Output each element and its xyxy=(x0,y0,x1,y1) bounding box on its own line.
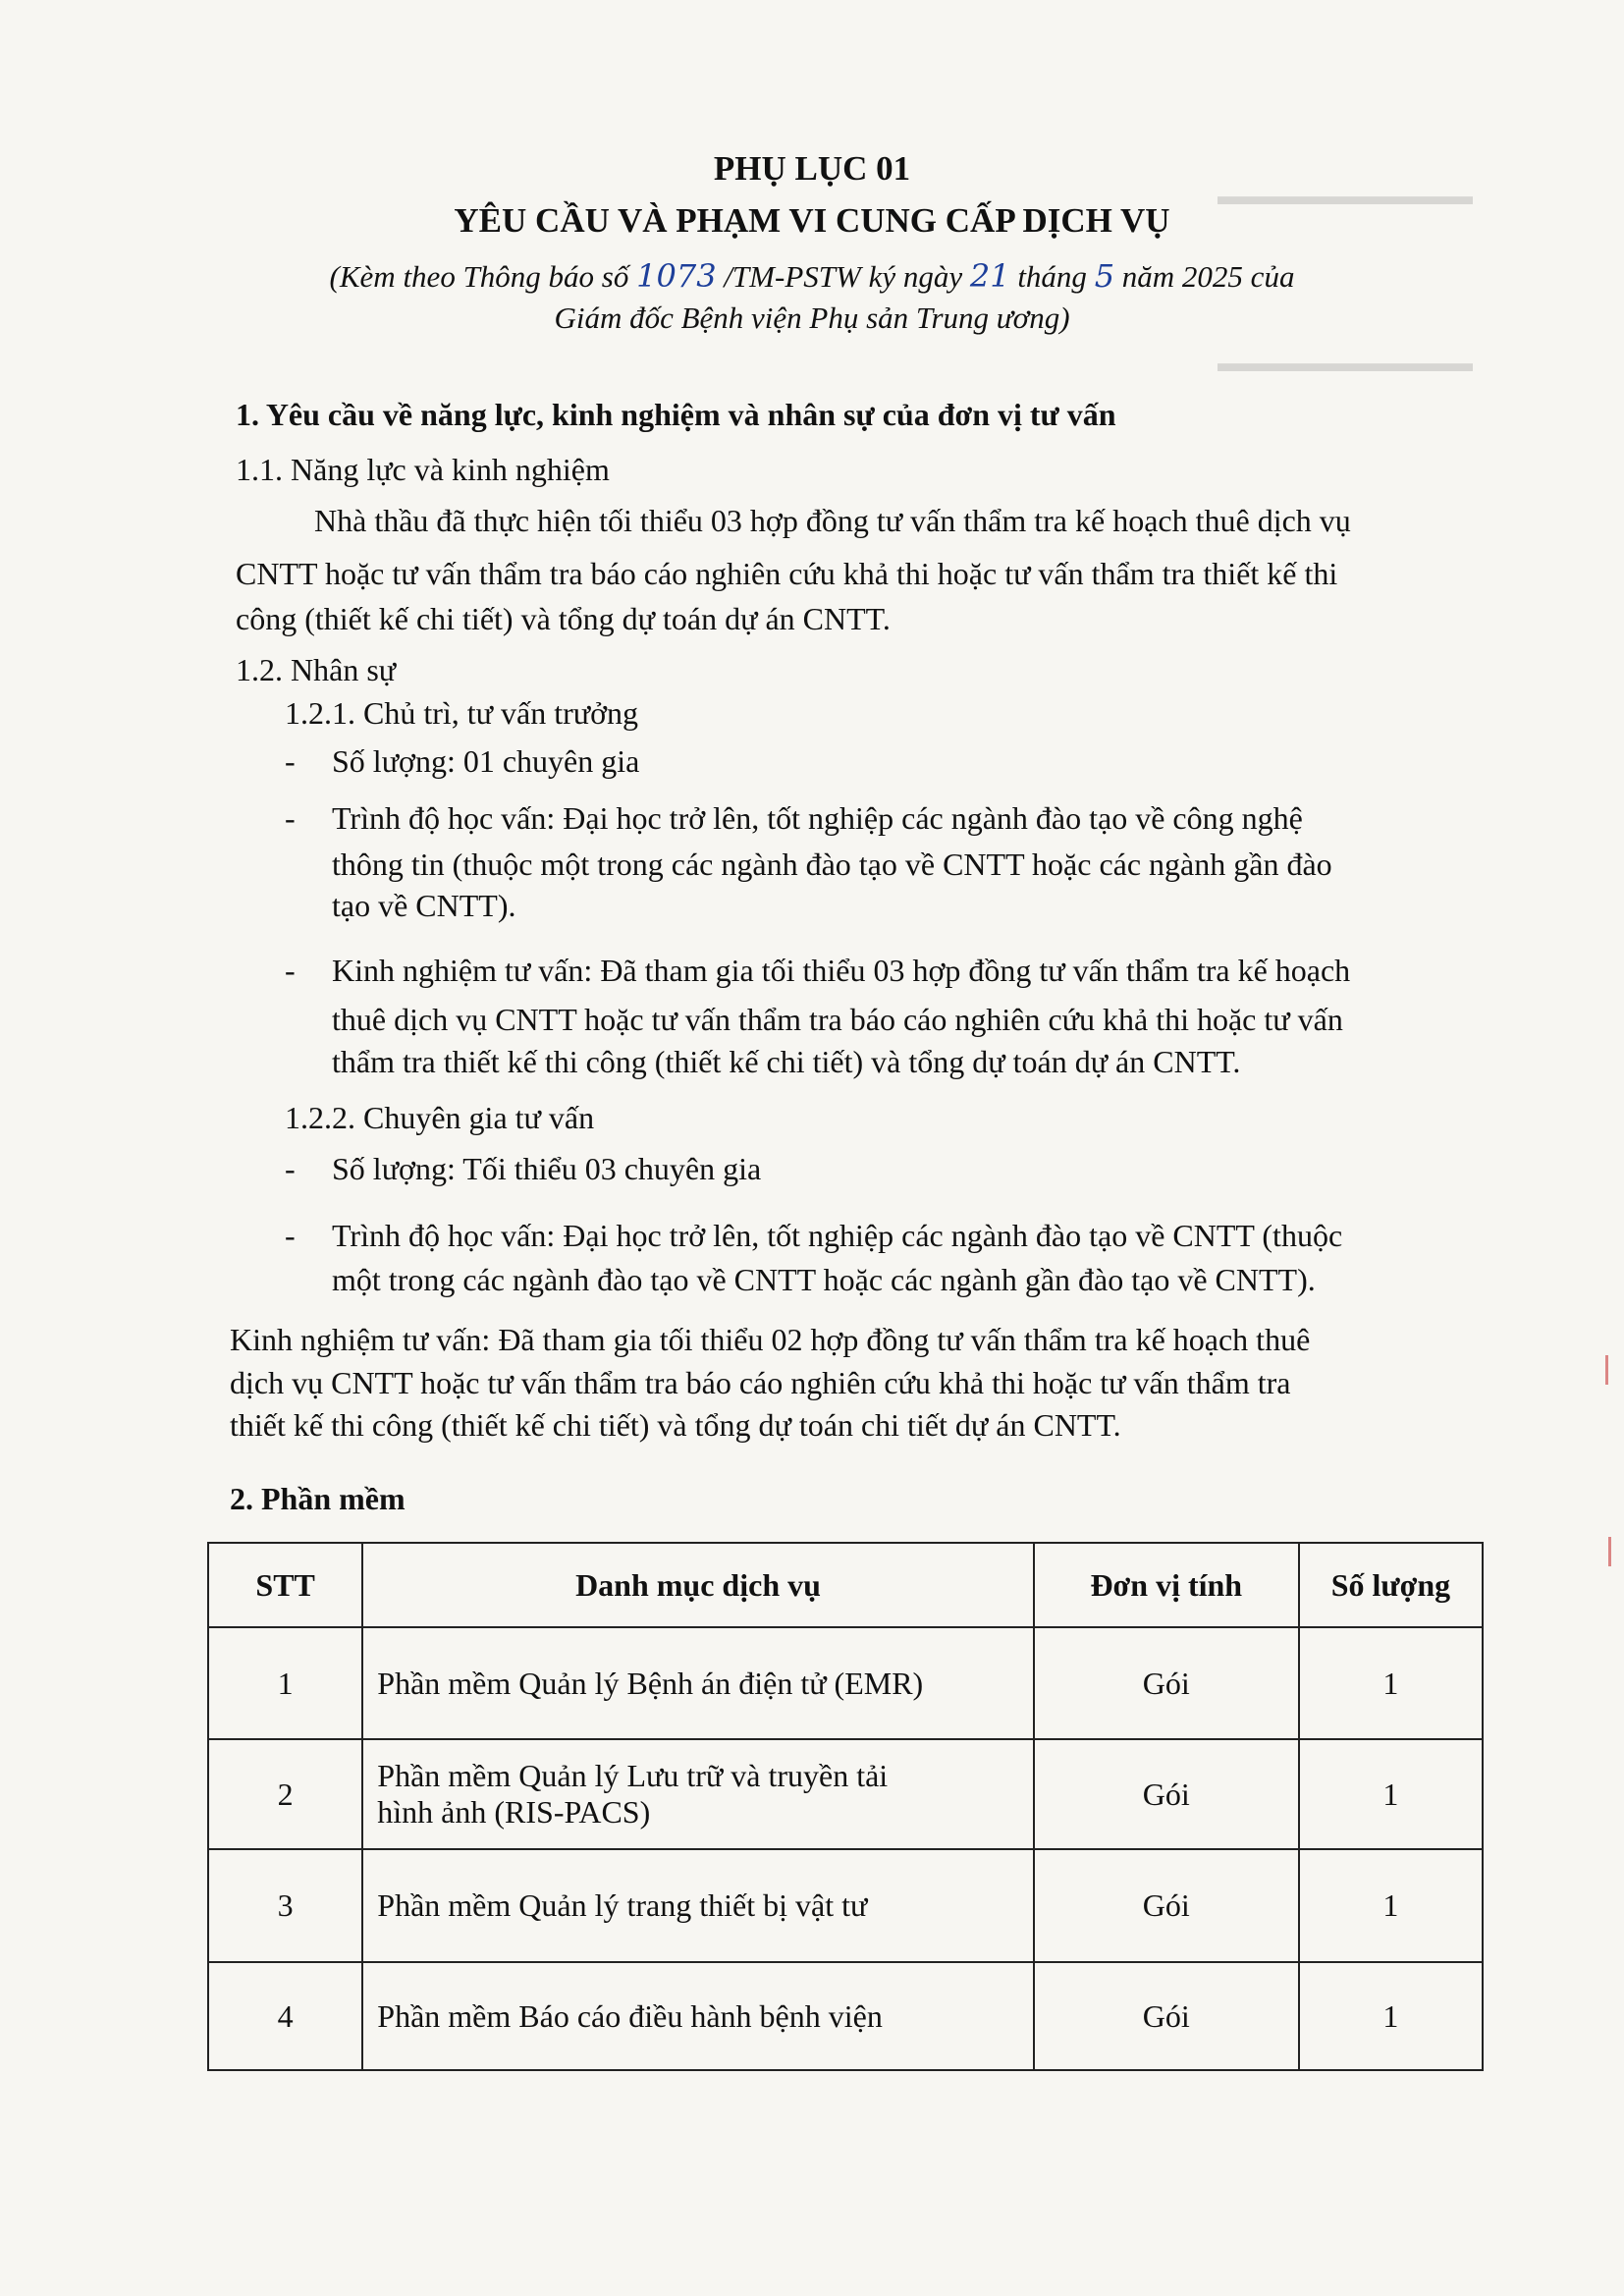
cell-unit: Gói xyxy=(1034,1627,1299,1739)
table-row xyxy=(208,1627,1483,1739)
handwritten-doc-number: 1073 xyxy=(636,257,717,295)
cell-service xyxy=(362,1739,1033,1849)
subtitle-text: /TM-PSTW ký ngày xyxy=(724,259,963,294)
cell-service xyxy=(362,1849,1033,1962)
cell-unit: Gói xyxy=(1034,1849,1299,1962)
scan-mark xyxy=(1605,1355,1608,1385)
bullet-text: Trình độ học vấn: Đại học trở lên, tốt nghiệp các ngành đào tạo về công nghệ xyxy=(332,800,1303,836)
section-1-2-2-heading: 1.2.2. Chuyên gia tư vấn xyxy=(285,1100,595,1135)
bullet-dash: - xyxy=(285,743,296,779)
section-1-heading: 1. Yêu cầu về năng lực, kinh nghiệm và nhân sự của đơn vị tư vấn xyxy=(236,397,1116,432)
cell-service xyxy=(362,1962,1033,2070)
subtitle-line-1 xyxy=(0,257,1624,295)
service-name: Phần mềm Báo cáo điều hành bệnh viện xyxy=(377,1997,883,2034)
paragraph-line: CNTT hoặc tư vấn thẩm tra báo cáo nghiên cứu khả thi hoặc tư vấn thẩm tra thiết kế thi xyxy=(236,556,1338,591)
bullet-dash: - xyxy=(285,800,296,836)
bullet-dash: - xyxy=(285,953,296,988)
service-name: Phần mềm Quản lý Lưu trữ và truyền tải xyxy=(377,1758,889,1793)
bullet-text: tạo về CNTT). xyxy=(332,888,516,923)
column-header-service: Danh mục dịch vụ xyxy=(362,1543,1033,1627)
bullet-text: Số lượng: 01 chuyên gia xyxy=(332,743,640,779)
paragraph-line: thiết kế thi công (thiết kế chi tiết) và tổng dự toán chi tiết dự án CNTT. xyxy=(230,1407,1121,1443)
bleed-through-text: ▬▬▬▬▬▬▬▬▬▬ xyxy=(1218,349,1473,377)
section-1-2-1-heading: 1.2.1. Chủ trì, tư vấn trưởng xyxy=(285,695,639,731)
cell-stt: 3 xyxy=(208,1849,362,1962)
section-1-1-heading: 1.1. Năng lực và kinh nghiệm xyxy=(236,452,610,487)
cell-stt: 4 xyxy=(208,1962,362,2070)
bullet-text: thông tin (thuộc một trong các ngành đào tạo về CNTT hoặc các ngành gần đào xyxy=(332,847,1332,882)
handwritten-month: 5 xyxy=(1094,257,1115,295)
paragraph-line: Kinh nghiệm tư vấn: Đã tham gia tối thiểu 02 hợp đồng tư vấn thẩm tra kế hoạch thuê xyxy=(230,1322,1311,1357)
paragraph-line: dịch vụ CNTT hoặc tư vấn thẩm tra báo cáo nghiên cứu khả thi hoặc tư vấn thẩm tra xyxy=(230,1365,1291,1400)
service-name: Phần mềm Quản lý trang thiết bị vật tư xyxy=(377,1887,868,1923)
cell-quantity: 1 xyxy=(1299,1627,1483,1739)
paragraph-line: Nhà thầu đã thực hiện tối thiểu 03 hợp đồng tư vấn thẩm tra kế hoạch thuê dịch vụ xyxy=(314,503,1351,538)
bullet-dash: - xyxy=(285,1151,296,1186)
column-header-quantity: Số lượng xyxy=(1299,1543,1483,1627)
document-title: YÊU CẦU VÀ PHẠM VI CUNG CẤP DỊCH VỤ xyxy=(454,201,1170,240)
handwritten-day: 21 xyxy=(969,257,1010,295)
bleed-through-text: ▬▬▬▬▬▬▬▬▬▬ xyxy=(1218,182,1473,210)
bullet-text: thẩm tra thiết kế thi công (thiết kế chi tiết) và tổng dự toán dự án CNTT. xyxy=(332,1044,1241,1079)
column-header-unit: Đơn vị tính xyxy=(1034,1543,1299,1627)
section-1-2-heading: 1.2. Nhân sự xyxy=(236,652,397,687)
appendix-title: PHỤ LỤC 01 xyxy=(713,149,911,188)
subtitle-text: năm 2025 của xyxy=(1121,259,1295,294)
bullet-dash: - xyxy=(285,1218,296,1253)
scan-mark xyxy=(1608,1537,1611,1566)
service-name: Phần mềm Quản lý Bệnh án điện tử (EMR) xyxy=(377,1665,924,1701)
table-row xyxy=(208,1739,1483,1849)
column-header-stt: STT xyxy=(208,1543,362,1627)
subtitle-text: (Kèm theo Thông báo số xyxy=(329,259,629,294)
cell-stt: 2 xyxy=(208,1739,362,1849)
cell-quantity: 1 xyxy=(1299,1739,1483,1849)
bullet-text: Số lượng: Tối thiểu 03 chuyên gia xyxy=(332,1151,762,1186)
cell-service xyxy=(362,1627,1033,1739)
table-row xyxy=(208,1962,1483,2070)
software-table xyxy=(207,1542,1484,2071)
subtitle-line-2: Giám đốc Bệnh viện Phụ sản Trung ương) xyxy=(554,301,1070,335)
bullet-text: thuê dịch vụ CNTT hoặc tư vấn thẩm tra báo cáo nghiên cứu khả thi hoặc tư vấn xyxy=(332,1002,1343,1037)
bullet-text: một trong các ngành đào tạo về CNTT hoặc các ngành gần đào tạo về CNTT). xyxy=(332,1262,1316,1297)
table-row xyxy=(208,1849,1483,1962)
paragraph-line: công (thiết kế chi tiết) và tổng dự toán dự án CNTT. xyxy=(236,601,891,636)
service-name-cont: hình ảnh (RIS-PACS) xyxy=(377,1794,651,1830)
bullet-text: Kinh nghiệm tư vấn: Đã tham gia tối thiểu 03 hợp đồng tư vấn thẩm tra kế hoạch xyxy=(332,953,1351,988)
cell-unit: Gói xyxy=(1034,1739,1299,1849)
subtitle-text: tháng xyxy=(1017,259,1087,294)
bullet-text: Trình độ học vấn: Đại học trở lên, tốt nghiệp các ngành đào tạo về CNTT (thuộc xyxy=(332,1218,1343,1253)
cell-stt: 1 xyxy=(208,1627,362,1739)
cell-quantity: 1 xyxy=(1299,1849,1483,1962)
cell-unit: Gói xyxy=(1034,1962,1299,2070)
cell-quantity: 1 xyxy=(1299,1962,1483,2070)
section-2-heading: 2. Phần mềm xyxy=(230,1481,406,1516)
table-header-row xyxy=(208,1543,1483,1627)
